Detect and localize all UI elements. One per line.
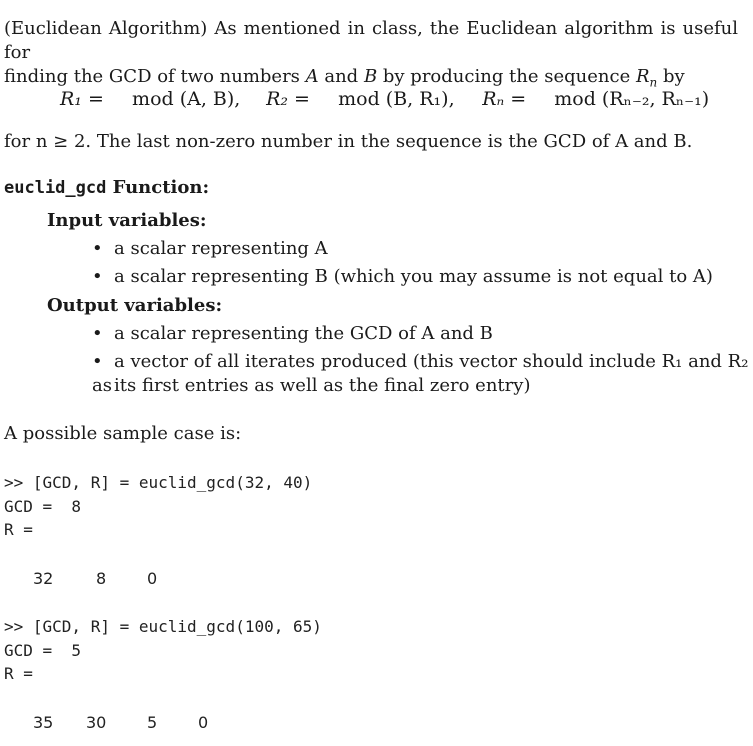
sample-2-gcd: GCD = 5 [4, 641, 82, 660]
var-r: R [635, 66, 650, 87]
sample-2-value: 30 [86, 713, 107, 732]
sample-1-call: >> [GCD, R] = euclid_gcd(32, 40) [4, 473, 313, 492]
sample-1-r: R = [4, 520, 33, 539]
output-item-2-text: a vector of all iterates produced (this vector should include R₁ and R₂ as [92, 351, 749, 396]
input-item-2-text: a scalar representing B (which you may assume is not equal to A) [114, 266, 713, 287]
function-suffix: Function: [106, 177, 210, 198]
var-n-sub: n [649, 75, 658, 90]
sample-1-value: 8 [96, 569, 107, 588]
recurrence-equation [60, 87, 709, 111]
eq-r2: R₂ = [266, 88, 310, 110]
input-item-1: • a scalar representing A [92, 238, 328, 259]
output-item-2-cont: its first entries as well as the final zero entry) [114, 375, 531, 396]
input-item-1-text: a scalar representing A [114, 238, 328, 259]
sample-2-r: R = [4, 664, 33, 683]
sample-2-call: >> [GCD, R] = euclid_gcd(100, 65) [4, 617, 322, 636]
function-name: euclid_gcd [4, 178, 107, 198]
eq-r1-rhs: mod (A, B), [132, 88, 241, 110]
eq-rn-rhs: mod (Rₙ₋₂, Rₙ₋₁) [554, 88, 710, 110]
function-heading [4, 176, 209, 200]
intro-text-2: by producing the sequence [377, 66, 636, 87]
eq-r2-rhs: mod (B, R₁), [338, 88, 455, 110]
for-line: for n ≥ 2. The last non-zero number in the sequence is the GCD of A and B. [4, 131, 693, 152]
sample-intro: A possible sample case is: [4, 423, 242, 444]
input-heading: Input variables: [47, 210, 207, 231]
intro-by: by [657, 66, 685, 87]
input-item-2: • a scalar representing B (which you may assume is not equal to A) [92, 266, 713, 287]
sample-2-value: 5 [147, 713, 158, 732]
sample-1-value: 32 [33, 569, 54, 588]
sample-2-value: 35 [33, 713, 54, 732]
intro-and: and [318, 66, 364, 87]
eq-rn: Rₙ = [482, 88, 527, 110]
intro-text: finding the GCD of two numbers [4, 66, 306, 87]
sample-1-value: 0 [147, 569, 158, 588]
output-heading: Output variables: [47, 295, 223, 316]
var-a: A [305, 66, 319, 87]
var-b: B [363, 66, 378, 87]
output-item-1-text: a scalar representing the GCD of A and B [114, 323, 493, 344]
intro-line-1: (Euclidean Algorithm) As mentioned in class, the Euclidean algorithm is useful for [4, 18, 738, 63]
output-item-2: • a vector of all iterates produced (this vector should include R₁ and R₂ as [92, 351, 749, 396]
eq-r1: R₁ = [60, 88, 104, 110]
intro-paragraph [4, 17, 738, 95]
sample-1-gcd: GCD = 8 [4, 497, 82, 516]
sample-2-value: 0 [198, 713, 209, 732]
output-item-1: • a scalar representing the GCD of A and B [92, 323, 493, 344]
